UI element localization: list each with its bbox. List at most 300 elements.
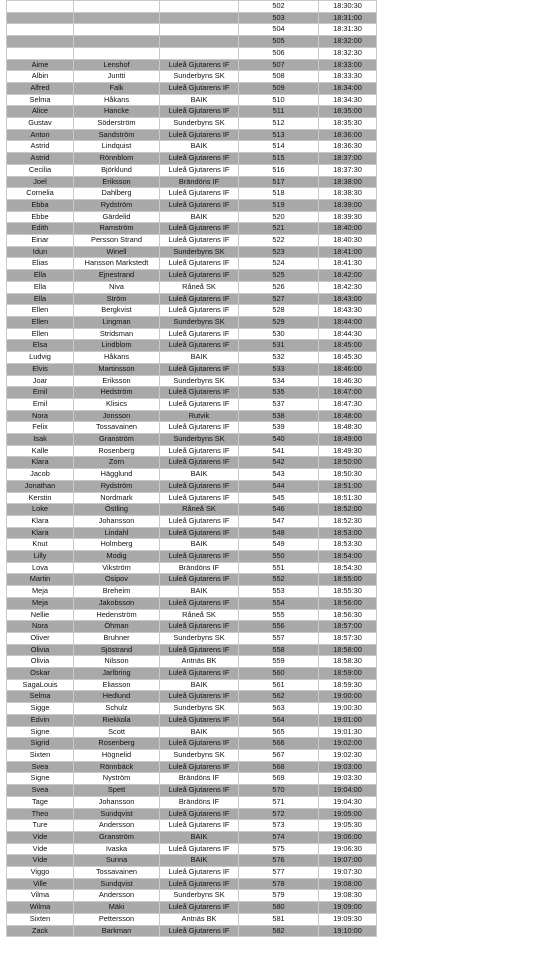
club-cell: Sunderbyns SK: [160, 316, 239, 328]
club-cell: [160, 47, 239, 59]
club-cell: Luleå Gjutarens IF: [160, 398, 239, 410]
first-name-cell: [7, 12, 74, 24]
bib-number-cell: 506: [239, 47, 319, 59]
first-name-cell: Vide: [7, 855, 74, 867]
start-time-cell: 18:50:00: [319, 457, 377, 469]
bib-number-cell: 507: [239, 59, 319, 71]
start-time-cell: 18:43:00: [319, 293, 377, 305]
start-time-cell: 18:47:30: [319, 398, 377, 410]
first-name-cell: Meja: [7, 597, 74, 609]
table-row: [7, 668, 377, 680]
club-cell: Luleå Gjutarens IF: [160, 785, 239, 797]
first-name-cell: Olivia: [7, 656, 74, 668]
last-name-cell: Scott: [74, 726, 160, 738]
start-time-cell: 19:01:30: [319, 726, 377, 738]
club-cell: Sunderbyns SK: [160, 118, 239, 130]
start-time-cell: 18:59:30: [319, 679, 377, 691]
start-time-cell: 18:52:00: [319, 504, 377, 516]
table-row: [7, 808, 377, 820]
bib-number-cell: 516: [239, 164, 319, 176]
bib-number-cell: 547: [239, 515, 319, 527]
start-time-cell: 18:54:00: [319, 551, 377, 563]
bib-number-cell: 529: [239, 316, 319, 328]
club-cell: Brändöns IF: [160, 796, 239, 808]
first-name-cell: Nellie: [7, 609, 74, 621]
last-name-cell: Söderström: [74, 118, 160, 130]
bib-number-cell: 578: [239, 878, 319, 890]
last-name-cell: Hägglund: [74, 469, 160, 481]
table-row: [7, 59, 377, 71]
table-row: [7, 703, 377, 715]
bib-number-cell: 511: [239, 106, 319, 118]
start-time-cell: 18:58:00: [319, 644, 377, 656]
first-name-cell: Aime: [7, 59, 74, 71]
first-name-cell: Elvis: [7, 363, 74, 375]
bib-number-cell: 525: [239, 270, 319, 282]
club-cell: Sunderbyns SK: [160, 750, 239, 762]
bib-number-cell: 556: [239, 621, 319, 633]
first-name-cell: Anton: [7, 129, 74, 141]
last-name-cell: Bergkvist: [74, 305, 160, 317]
bib-number-cell: 539: [239, 422, 319, 434]
club-cell: Luleå Gjutarens IF: [160, 199, 239, 211]
last-name-cell: Bruhner: [74, 632, 160, 644]
club-cell: Luleå Gjutarens IF: [160, 551, 239, 563]
table-row: [7, 246, 377, 258]
start-time-cell: 18:39:30: [319, 211, 377, 223]
table-row: [7, 586, 377, 598]
last-name-cell: Granström: [74, 434, 160, 446]
table-row: [7, 679, 377, 691]
last-name-cell: Eliasson: [74, 679, 160, 691]
last-name-cell: Breheim: [74, 586, 160, 598]
bib-number-cell: 577: [239, 867, 319, 879]
start-time-cell: 18:33:30: [319, 71, 377, 83]
start-time-cell: 18:52:30: [319, 515, 377, 527]
table-row: [7, 410, 377, 422]
last-name-cell: Andersson: [74, 890, 160, 902]
bib-number-cell: 505: [239, 36, 319, 48]
first-name-cell: Einar: [7, 235, 74, 247]
last-name-cell: Holmberg: [74, 539, 160, 551]
bib-number-cell: 559: [239, 656, 319, 668]
last-name-cell: Persson Strand: [74, 235, 160, 247]
table-row: [7, 164, 377, 176]
club-cell: BAIK: [160, 855, 239, 867]
table-row: [7, 398, 377, 410]
first-name-cell: Elias: [7, 258, 74, 270]
club-cell: BAIK: [160, 679, 239, 691]
table-row: [7, 106, 377, 118]
bib-number-cell: 535: [239, 387, 319, 399]
last-name-cell: Lindblom: [74, 340, 160, 352]
last-name-cell: Dahlberg: [74, 188, 160, 200]
table-row: [7, 738, 377, 750]
bib-number-cell: 568: [239, 761, 319, 773]
bib-number-cell: 566: [239, 738, 319, 750]
table-row: [7, 445, 377, 457]
start-time-cell: 18:37:00: [319, 153, 377, 165]
start-time-cell: 18:40:30: [319, 235, 377, 247]
table-row: [7, 71, 377, 83]
first-name-cell: Ture: [7, 820, 74, 832]
bib-number-cell: 554: [239, 597, 319, 609]
table-row: [7, 504, 377, 516]
table-row: [7, 176, 377, 188]
last-name-cell: Öhman: [74, 621, 160, 633]
last-name-cell: Lenshof: [74, 59, 160, 71]
last-name-cell: Winell: [74, 246, 160, 258]
club-cell: Sunderbyns SK: [160, 703, 239, 715]
bib-number-cell: 523: [239, 246, 319, 258]
first-name-cell: Sixten: [7, 750, 74, 762]
first-name-cell: Alice: [7, 106, 74, 118]
club-cell: Luleå Gjutarens IF: [160, 457, 239, 469]
first-name-cell: Edvin: [7, 714, 74, 726]
bib-number-cell: 503: [239, 12, 319, 24]
first-name-cell: Cecilia: [7, 164, 74, 176]
start-time-cell: 18:42:00: [319, 270, 377, 282]
table-row: [7, 515, 377, 527]
start-time-cell: 18:36:30: [319, 141, 377, 153]
table-row: [7, 527, 377, 539]
club-cell: Luleå Gjutarens IF: [160, 164, 239, 176]
bib-number-cell: 519: [239, 199, 319, 211]
start-time-cell: 19:02:30: [319, 750, 377, 762]
last-name-cell: Riekkola: [74, 714, 160, 726]
bib-number-cell: 528: [239, 305, 319, 317]
bib-number-cell: 515: [239, 153, 319, 165]
table-row: [7, 434, 377, 446]
last-name-cell: Eriksson: [74, 176, 160, 188]
first-name-cell: Jonathan: [7, 480, 74, 492]
table-row: [7, 785, 377, 797]
last-name-cell: Rosenberg: [74, 738, 160, 750]
first-name-cell: Svea: [7, 761, 74, 773]
club-cell: Luleå Gjutarens IF: [160, 597, 239, 609]
table-row: [7, 469, 377, 481]
club-cell: Luleå Gjutarens IF: [160, 328, 239, 340]
start-time-cell: 19:09:30: [319, 913, 377, 925]
first-name-cell: Olivia: [7, 644, 74, 656]
bib-number-cell: 514: [239, 141, 319, 153]
start-time-cell: 18:46:30: [319, 375, 377, 387]
last-name-cell: Sundqvist: [74, 878, 160, 890]
bib-number-cell: 512: [239, 118, 319, 130]
club-cell: BAIK: [160, 831, 239, 843]
start-time-cell: 18:48:30: [319, 422, 377, 434]
table-row: [7, 562, 377, 574]
start-time-cell: 19:04:00: [319, 785, 377, 797]
bib-number-cell: 582: [239, 925, 319, 937]
start-time-cell: 18:53:00: [319, 527, 377, 539]
start-time-cell: 18:58:30: [319, 656, 377, 668]
bib-number-cell: 575: [239, 843, 319, 855]
club-cell: Luleå Gjutarens IF: [160, 808, 239, 820]
first-name-cell: Oskar: [7, 668, 74, 680]
bib-number-cell: 570: [239, 785, 319, 797]
club-cell: Antnäs BK: [160, 913, 239, 925]
bib-number-cell: 550: [239, 551, 319, 563]
first-name-cell: Jacob: [7, 469, 74, 481]
last-name-cell: Högnelid: [74, 750, 160, 762]
first-name-cell: Svea: [7, 785, 74, 797]
table-row: [7, 796, 377, 808]
club-cell: BAIK: [160, 586, 239, 598]
bib-number-cell: 534: [239, 375, 319, 387]
first-name-cell: Alfred: [7, 82, 74, 94]
club-cell: BAIK: [160, 141, 239, 153]
club-cell: Luleå Gjutarens IF: [160, 59, 239, 71]
start-time-cell: 18:51:30: [319, 492, 377, 504]
table-row: [7, 644, 377, 656]
last-name-cell: Rönnbäck: [74, 761, 160, 773]
table-row: [7, 551, 377, 563]
table-row: [7, 539, 377, 551]
club-cell: Luleå Gjutarens IF: [160, 340, 239, 352]
club-cell: Brändöns IF: [160, 176, 239, 188]
bib-number-cell: 563: [239, 703, 319, 715]
bib-number-cell: 560: [239, 668, 319, 680]
first-name-cell: Klara: [7, 515, 74, 527]
first-name-cell: Lilly: [7, 551, 74, 563]
first-name-cell: Albin: [7, 71, 74, 83]
last-name-cell: Nyström: [74, 773, 160, 785]
club-cell: Luleå Gjutarens IF: [160, 925, 239, 937]
bib-number-cell: 524: [239, 258, 319, 270]
table-row: [7, 153, 377, 165]
start-time-cell: 18:35:30: [319, 118, 377, 130]
first-name-cell: Astrid: [7, 141, 74, 153]
bib-number-cell: 510: [239, 94, 319, 106]
table-row: [7, 36, 377, 48]
bib-number-cell: 543: [239, 469, 319, 481]
last-name-cell: Johansson: [74, 796, 160, 808]
table-row: [7, 270, 377, 282]
first-name-cell: Wilma: [7, 902, 74, 914]
table-row: [7, 235, 377, 247]
table-row: [7, 773, 377, 785]
first-name-cell: Kerstin: [7, 492, 74, 504]
start-time-cell: 18:47:00: [319, 387, 377, 399]
club-cell: Luleå Gjutarens IF: [160, 293, 239, 305]
bib-number-cell: 545: [239, 492, 319, 504]
bib-number-cell: 520: [239, 211, 319, 223]
table-row: [7, 855, 377, 867]
last-name-cell: Lindquist: [74, 141, 160, 153]
bib-number-cell: 502: [239, 1, 319, 13]
club-cell: Sunderbyns SK: [160, 246, 239, 258]
start-time-cell: 19:03:30: [319, 773, 377, 785]
bib-number-cell: 521: [239, 223, 319, 235]
start-time-cell: 18:53:30: [319, 539, 377, 551]
last-name-cell: Hedlund: [74, 691, 160, 703]
start-time-cell: 19:05:30: [319, 820, 377, 832]
club-cell: Luleå Gjutarens IF: [160, 738, 239, 750]
club-cell: Luleå Gjutarens IF: [160, 820, 239, 832]
club-cell: BAIK: [160, 539, 239, 551]
table-row: [7, 597, 377, 609]
table-row: [7, 223, 377, 235]
last-name-cell: Jarlbring: [74, 668, 160, 680]
last-name-cell: Rydström: [74, 199, 160, 211]
table-row: [7, 820, 377, 832]
start-time-cell: 19:08:30: [319, 890, 377, 902]
table-row: [7, 293, 377, 305]
club-cell: Råneå SK: [160, 609, 239, 621]
start-time-cell: 18:31:30: [319, 24, 377, 36]
start-time-cell: 19:10:00: [319, 925, 377, 937]
start-time-cell: 18:43:30: [319, 305, 377, 317]
first-name-cell: [7, 47, 74, 59]
start-time-cell: 18:36:00: [319, 129, 377, 141]
start-time-cell: 18:45:00: [319, 340, 377, 352]
first-name-cell: Ebbe: [7, 211, 74, 223]
club-cell: Luleå Gjutarens IF: [160, 270, 239, 282]
club-cell: Brändöns IF: [160, 773, 239, 785]
bib-number-cell: 504: [239, 24, 319, 36]
first-name-cell: Emil: [7, 387, 74, 399]
table-row: [7, 609, 377, 621]
club-cell: [160, 36, 239, 48]
first-name-cell: Vide: [7, 843, 74, 855]
start-list-table: [6, 0, 377, 937]
first-name-cell: Ebba: [7, 199, 74, 211]
club-cell: Luleå Gjutarens IF: [160, 515, 239, 527]
last-name-cell: Ivaska: [74, 843, 160, 855]
last-name-cell: Tossavainen: [74, 422, 160, 434]
bib-number-cell: 540: [239, 434, 319, 446]
start-time-cell: 18:57:00: [319, 621, 377, 633]
last-name-cell: [74, 12, 160, 24]
last-name-cell: Falk: [74, 82, 160, 94]
last-name-cell: Ramström: [74, 223, 160, 235]
bib-number-cell: 546: [239, 504, 319, 516]
first-name-cell: [7, 24, 74, 36]
start-time-cell: 18:31:00: [319, 12, 377, 24]
bib-number-cell: 552: [239, 574, 319, 586]
bib-number-cell: 508: [239, 71, 319, 83]
last-name-cell: Sundqvist: [74, 808, 160, 820]
start-time-cell: 18:41:30: [319, 258, 377, 270]
start-time-cell: 18:49:00: [319, 434, 377, 446]
club-cell: Luleå Gjutarens IF: [160, 258, 239, 270]
last-name-cell: Lindahl: [74, 527, 160, 539]
first-name-cell: Joar: [7, 375, 74, 387]
club-cell: Luleå Gjutarens IF: [160, 527, 239, 539]
table-row: [7, 831, 377, 843]
club-cell: Rutvik: [160, 410, 239, 422]
last-name-cell: Lingman: [74, 316, 160, 328]
start-time-cell: 18:34:00: [319, 82, 377, 94]
table-row: [7, 94, 377, 106]
first-name-cell: [7, 1, 74, 13]
start-list-body: [7, 1, 377, 937]
club-cell: BAIK: [160, 726, 239, 738]
bib-number-cell: 557: [239, 632, 319, 644]
start-time-cell: 18:56:30: [319, 609, 377, 621]
start-time-cell: 18:44:30: [319, 328, 377, 340]
bib-number-cell: 526: [239, 281, 319, 293]
table-row: [7, 281, 377, 293]
start-time-cell: 18:42:30: [319, 281, 377, 293]
table-row: [7, 24, 377, 36]
start-time-cell: 18:30:30: [319, 1, 377, 13]
last-name-cell: Nilsson: [74, 656, 160, 668]
club-cell: Luleå Gjutarens IF: [160, 492, 239, 504]
start-time-cell: 19:01:00: [319, 714, 377, 726]
table-row: [7, 188, 377, 200]
table-row: [7, 480, 377, 492]
bib-number-cell: 517: [239, 176, 319, 188]
first-name-cell: Klara: [7, 457, 74, 469]
start-time-cell: 18:54:30: [319, 562, 377, 574]
club-cell: Luleå Gjutarens IF: [160, 843, 239, 855]
first-name-cell: Viggo: [7, 867, 74, 879]
table-row: [7, 750, 377, 762]
first-name-cell: Kalle: [7, 445, 74, 457]
club-cell: [160, 24, 239, 36]
start-time-cell: 18:59:00: [319, 668, 377, 680]
first-name-cell: Klara: [7, 527, 74, 539]
start-time-cell: 18:48:00: [319, 410, 377, 422]
first-name-cell: Vide: [7, 831, 74, 843]
start-time-cell: 18:37:30: [319, 164, 377, 176]
table-row: [7, 82, 377, 94]
first-name-cell: Ella: [7, 270, 74, 282]
first-name-cell: Knut: [7, 539, 74, 551]
last-name-cell: Niva: [74, 281, 160, 293]
last-name-cell: Tossavainen: [74, 867, 160, 879]
club-cell: Luleå Gjutarens IF: [160, 129, 239, 141]
last-name-cell: Eriksson: [74, 375, 160, 387]
first-name-cell: Sigge: [7, 703, 74, 715]
start-time-cell: 18:50:30: [319, 469, 377, 481]
first-name-cell: Loke: [7, 504, 74, 516]
table-row: [7, 141, 377, 153]
first-name-cell: Joel: [7, 176, 74, 188]
bib-number-cell: 537: [239, 398, 319, 410]
first-name-cell: Elsa: [7, 340, 74, 352]
bib-number-cell: 551: [239, 562, 319, 574]
start-time-cell: 18:49:30: [319, 445, 377, 457]
start-time-cell: 18:57:30: [319, 632, 377, 644]
start-time-cell: 18:32:30: [319, 47, 377, 59]
first-name-cell: Lova: [7, 562, 74, 574]
last-name-cell: Johansson: [74, 515, 160, 527]
bib-number-cell: 574: [239, 831, 319, 843]
bib-number-cell: 576: [239, 855, 319, 867]
last-name-cell: Schulz: [74, 703, 160, 715]
table-row: [7, 1, 377, 13]
bib-number-cell: 518: [239, 188, 319, 200]
table-row: [7, 12, 377, 24]
club-cell: BAIK: [160, 94, 239, 106]
bib-number-cell: 533: [239, 363, 319, 375]
last-name-cell: [74, 1, 160, 13]
last-name-cell: Sjöstrand: [74, 644, 160, 656]
club-cell: Luleå Gjutarens IF: [160, 621, 239, 633]
last-name-cell: Sandström: [74, 129, 160, 141]
first-name-cell: Signe: [7, 726, 74, 738]
club-cell: Luleå Gjutarens IF: [160, 574, 239, 586]
start-time-cell: 18:55:30: [319, 586, 377, 598]
first-name-cell: Vilma: [7, 890, 74, 902]
table-row: [7, 714, 377, 726]
last-name-cell: Modig: [74, 551, 160, 563]
last-name-cell: Juntti: [74, 71, 160, 83]
first-name-cell: Nora: [7, 410, 74, 422]
